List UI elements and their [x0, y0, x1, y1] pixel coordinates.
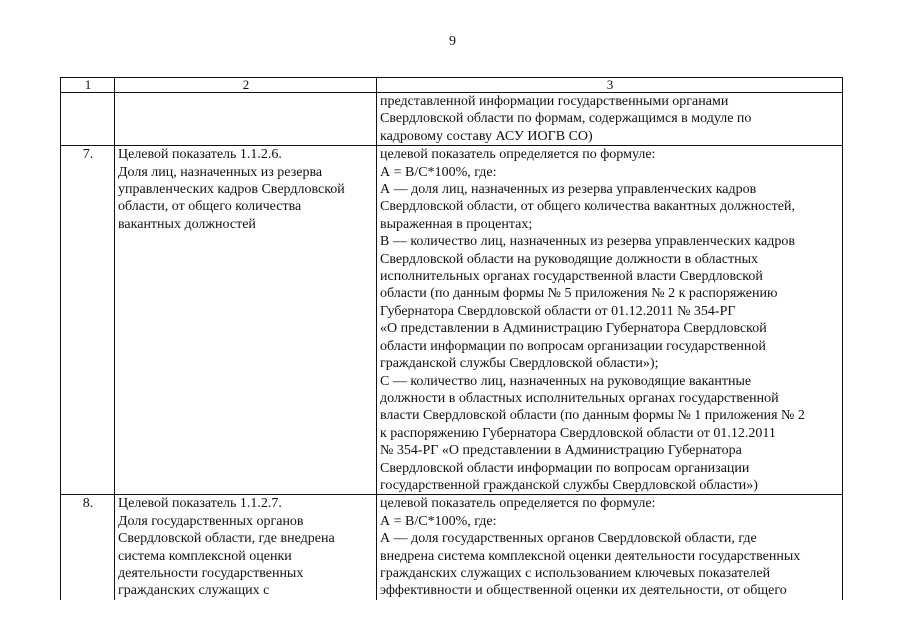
text-line: А = В/С*100%, где:: [380, 513, 497, 529]
text-line: выраженная в процентах;: [380, 216, 533, 232]
column-header-1: 1: [61, 78, 115, 93]
row-number: 8.: [61, 495, 115, 600]
text-line: управленческих кадров Свердловской: [118, 182, 345, 198]
text-line: кадровому составу АСУ ИОГВ СО): [380, 128, 593, 144]
text-line: Свердловской области, где внедрена: [118, 531, 335, 547]
text-line: гражданских служащих с использованием ключевых показателей: [380, 565, 771, 581]
text-line: власти Свердловской области (по данным формы № 1 приложения № 2: [380, 408, 805, 424]
text-line: гражданских служащих с: [118, 583, 270, 599]
column-header-3: 3: [377, 78, 843, 93]
text-line: А = В/С*100%, где:: [380, 164, 497, 180]
text-line: должности в областных исполнительных органах государственной: [380, 390, 779, 406]
text-line: Свердловской области, от общего количества вакантных должностей,: [380, 199, 795, 215]
text-line: исполнительных органах государственной власти Свердловской: [380, 269, 763, 285]
text-line: Доля лиц, назначенных из резерва: [118, 164, 323, 180]
text-line: целевой показатель определяется по формуле:: [380, 147, 656, 163]
text-line: А — доля государственных органов Свердловской области, где: [380, 531, 757, 547]
table-row: [61, 146, 843, 495]
page-number: 9: [449, 34, 456, 49]
text-line: к распоряжению Губернатора Свердловской области от 01.12.2011: [380, 425, 776, 441]
text-line: деятельности государственных: [118, 565, 304, 581]
table-row: [61, 495, 843, 600]
indicator-formula-cell: [377, 146, 843, 495]
text-line: В — количество лиц, назначенных из резерва управленческих кадров: [380, 234, 795, 250]
text-line: государственной гражданской службы Свердловской области»): [380, 477, 758, 493]
text-line: эффективности и общественной оценки их деятельности, от общего: [380, 583, 787, 599]
table-header-row: [61, 78, 843, 93]
column-header-2: 2: [115, 78, 377, 93]
text-line: области (по данным формы № 5 приложения № 2 к распоряжению: [380, 286, 778, 302]
text-line: Целевой показатель 1.1.2.6.: [118, 147, 282, 163]
indicator-name-cell: [115, 495, 377, 600]
indicator-formula-cell: [377, 93, 843, 146]
text-line: области информации по вопросам организации государственной: [380, 338, 766, 354]
text-line: Свердловской области по формам, содержащимся в модуле по: [380, 111, 752, 127]
text-line: «О представлении в Администрацию Губернатора Свердловской: [380, 321, 767, 337]
text-line: представленной информации государственными органами: [380, 94, 729, 109]
text-line: целевой показатель определяется по формуле:: [380, 496, 656, 512]
row-number: [61, 93, 115, 146]
text-line: внедрена система комплексной оценки деятельности государственных: [380, 548, 801, 564]
text-line: Доля государственных органов: [118, 513, 304, 529]
text-line: Свердловской области на руководящие должности в областных: [380, 251, 758, 267]
text-line: система комплексной оценки: [118, 548, 292, 564]
text-line: А — доля лиц, назначенных из резерва управленческих кадров: [380, 182, 757, 198]
text-line: гражданской службы Свердловской области»);: [380, 356, 659, 372]
text-line: № 354-РГ «О представлении в Администрацию Губернатора: [380, 443, 742, 459]
row-number: 7.: [61, 146, 115, 495]
text-line: С — количество лиц, назначенных на руководящие вакантные: [380, 373, 752, 389]
text-line: области, от общего количества: [118, 199, 302, 215]
indicator-table: [60, 77, 843, 600]
indicator-name-cell: [115, 93, 377, 146]
text-line: Губернатора Свердловской области от 01.12.2011 № 354-РГ: [380, 303, 736, 319]
text-line: вакантных должностей: [118, 216, 256, 232]
text-line: Свердловской области информации по вопросам организации: [380, 460, 750, 476]
indicator-name-cell: [115, 146, 377, 495]
table-row: [61, 93, 843, 146]
indicator-formula-cell: [377, 495, 843, 600]
text-line: Целевой показатель 1.1.2.7.: [118, 496, 282, 512]
